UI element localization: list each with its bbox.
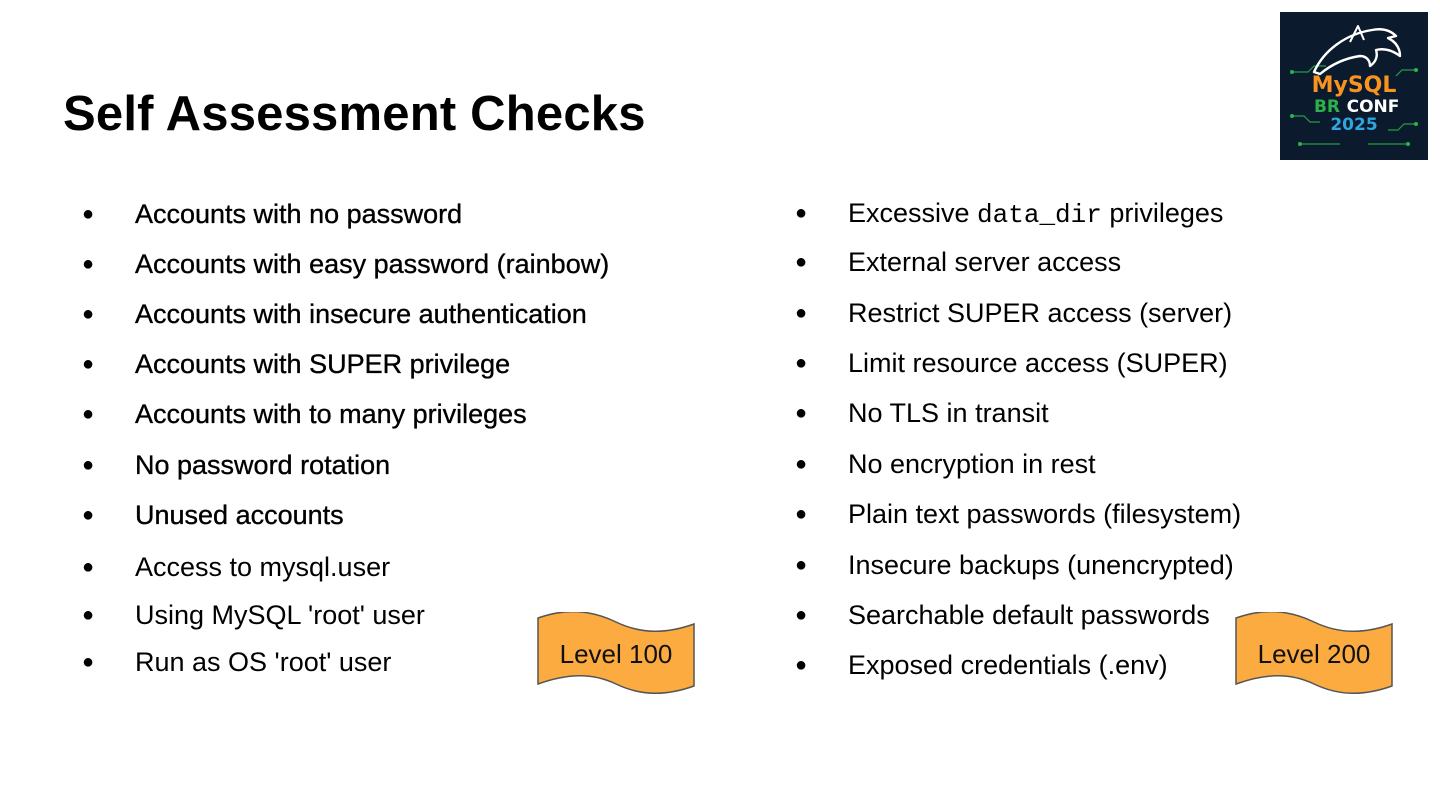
svg-text:MySQL: MySQL	[1311, 73, 1397, 98]
slide-title: Self Assessment Checks	[63, 87, 646, 141]
bullet-icon: ●	[82, 651, 95, 673]
bullet-icon: ●	[795, 453, 808, 475]
bullet-icon: ●	[82, 253, 95, 275]
bullet-icon: ●	[82, 203, 95, 225]
bullet-icon: ●	[795, 202, 808, 224]
bullet-icon: ●	[795, 302, 808, 324]
bullet-icon: ●	[82, 403, 95, 425]
bullet-icon: ●	[82, 353, 95, 375]
level-100-badge	[536, 612, 696, 696]
bullet-icon: ●	[82, 454, 95, 476]
bullet-icon: ●	[795, 402, 808, 424]
bullet-icon: ●	[82, 303, 95, 325]
bullet-icon: ●	[82, 504, 95, 526]
bullet-icon: ●	[795, 554, 808, 576]
bullet-icon: ●	[795, 503, 808, 525]
level-200-label: Level 200	[1257, 639, 1371, 669]
bullet-icon: ●	[82, 556, 95, 578]
bullet-icon: ●	[795, 654, 808, 676]
mysql-br-conf-logo	[1280, 12, 1428, 160]
bullet-icon: ●	[795, 604, 808, 626]
bullet-icon: ●	[795, 251, 808, 273]
level-100-label: Level 100	[559, 639, 673, 669]
code-text: data_dir	[977, 200, 1102, 230]
bullet-icon: ●	[795, 352, 808, 374]
svg-text:2025: 2025	[1330, 115, 1378, 135]
level-200-badge	[1234, 612, 1394, 696]
svg-text:BR: BR	[1313, 97, 1341, 117]
svg-text:CONF: CONF	[1346, 97, 1400, 117]
bullet-icon: ●	[82, 604, 95, 626]
